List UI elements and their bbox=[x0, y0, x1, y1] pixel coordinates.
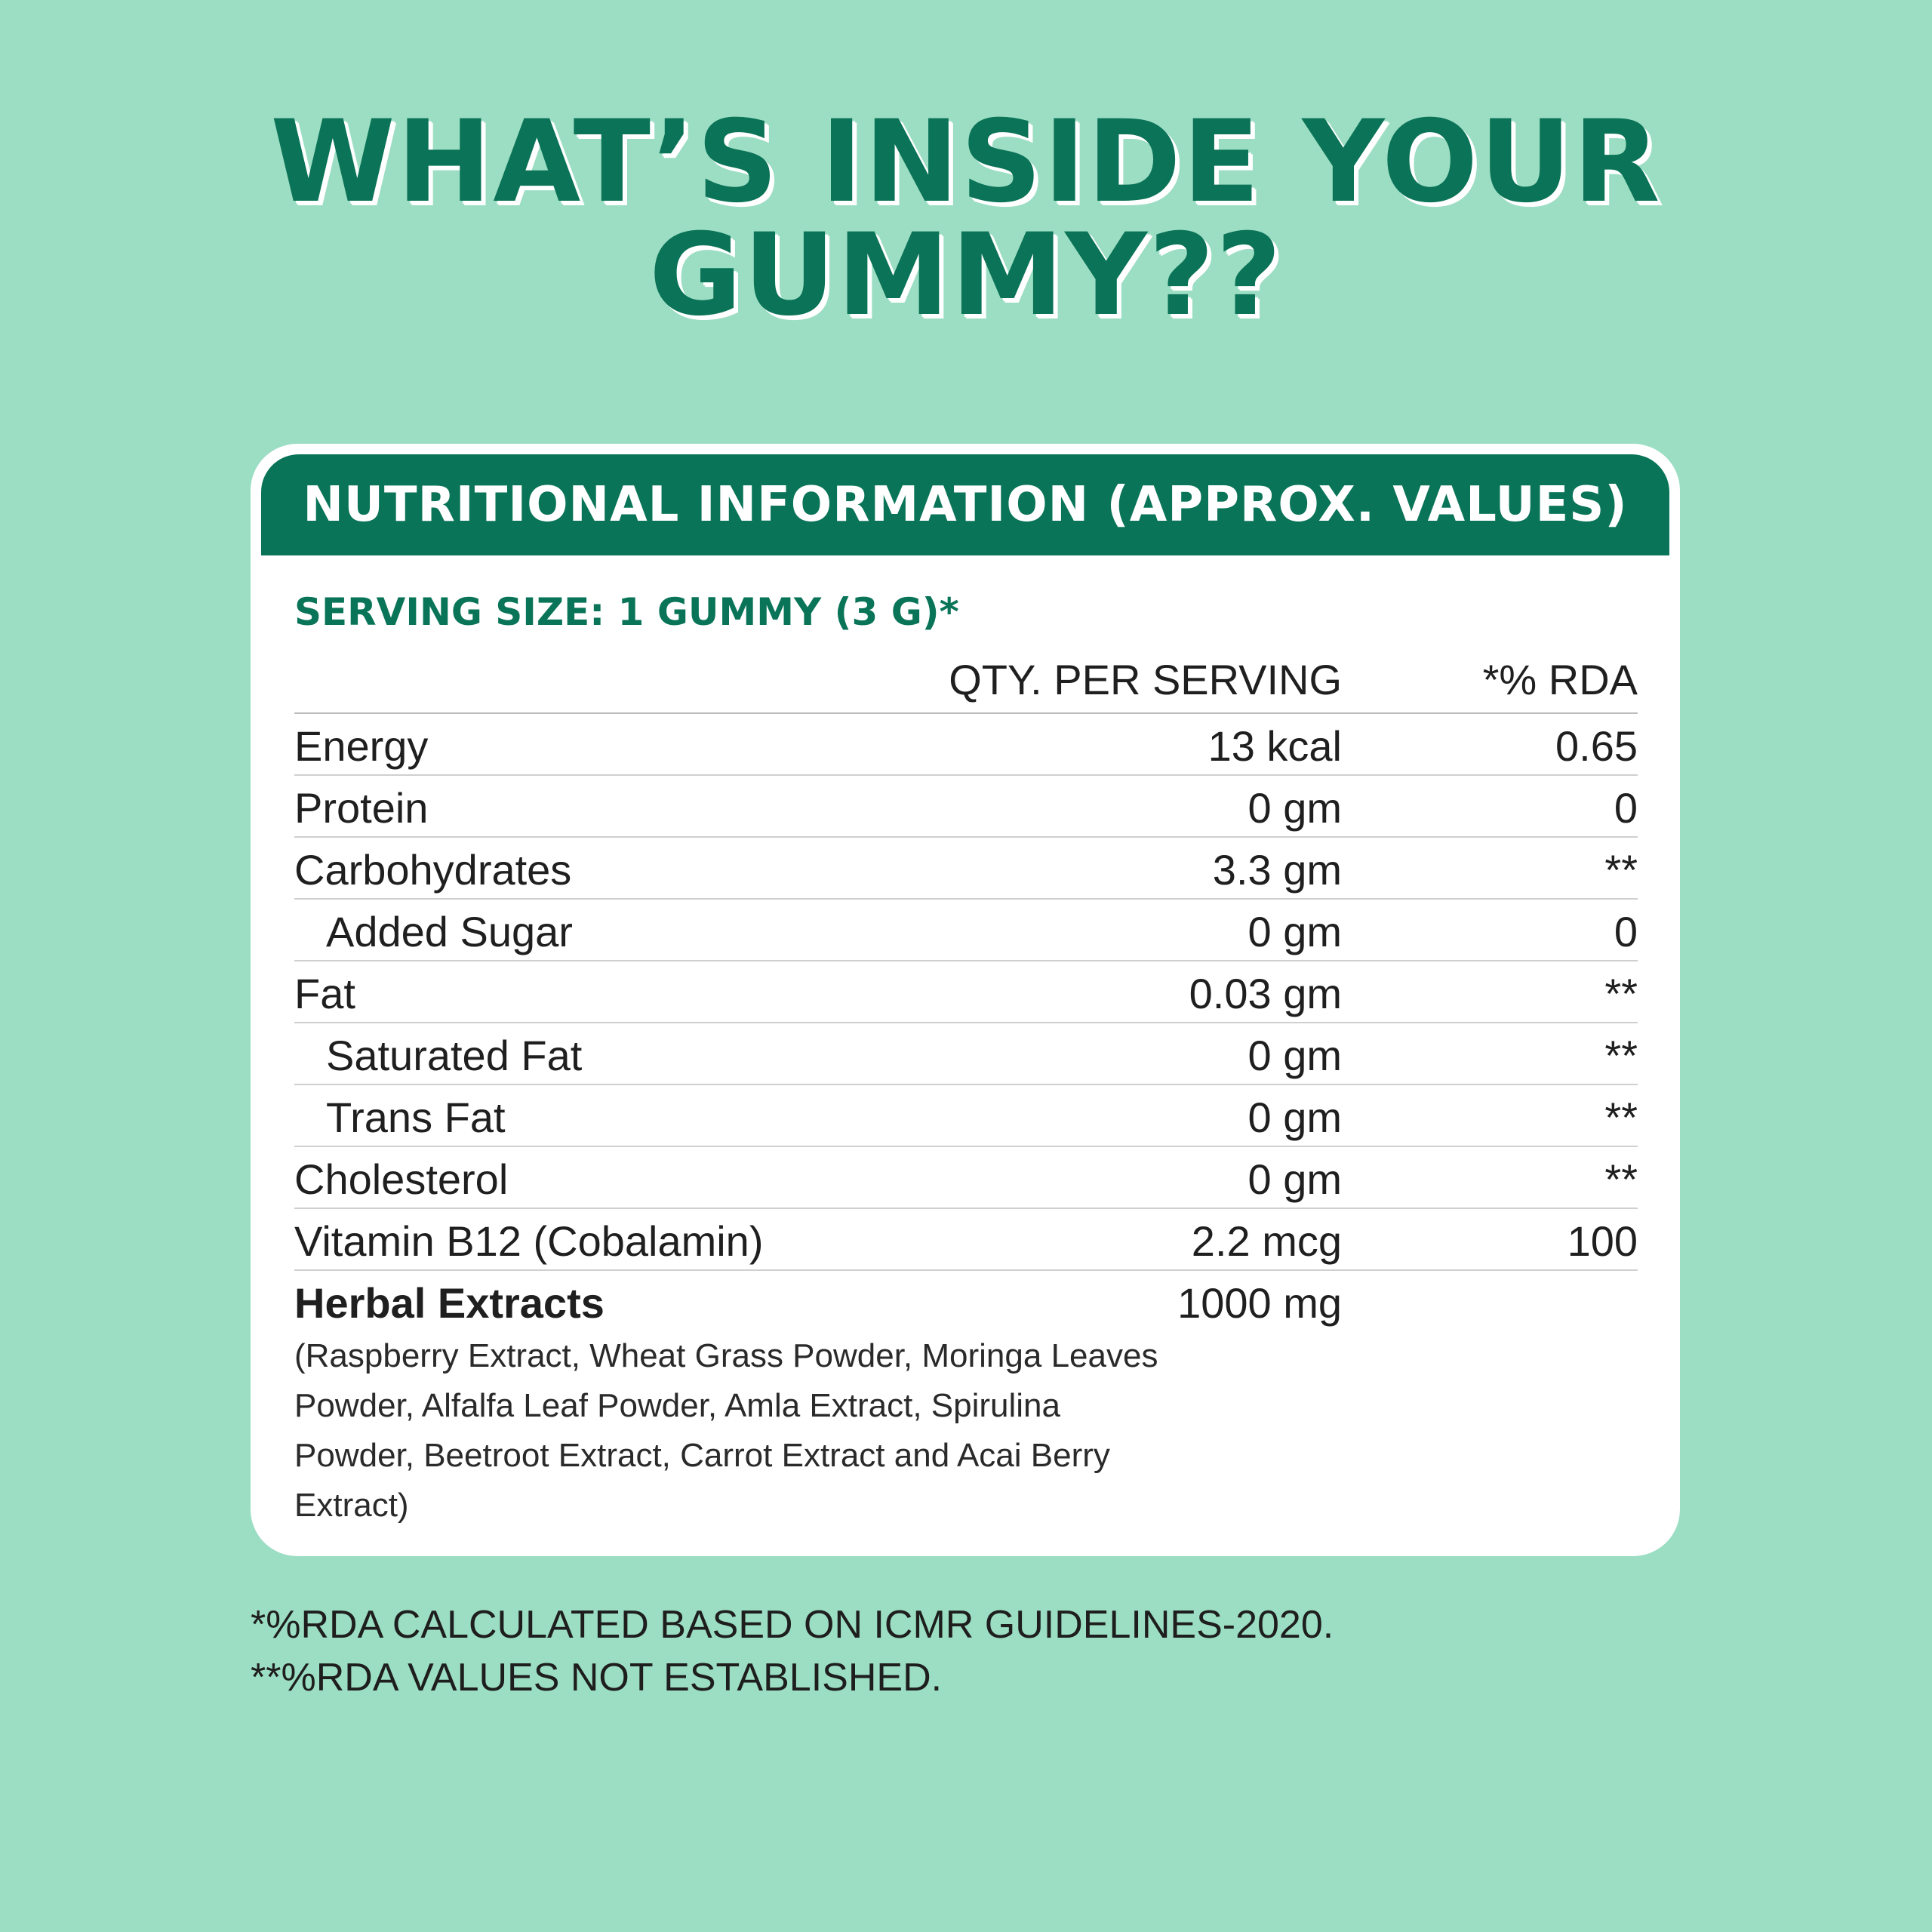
table-row bbox=[294, 1023, 1638, 1085]
nutrient-name: Protein bbox=[294, 784, 429, 832]
column-header-rda: *% RDA bbox=[1482, 656, 1638, 703]
nutrient-rda: 0.65 bbox=[1555, 722, 1638, 770]
table-row bbox=[294, 714, 1638, 776]
footnote-rda-not-established: **%RDA VALUES NOT ESTABLISHED. bbox=[251, 1656, 943, 1700]
nutrition-table bbox=[294, 655, 1638, 1331]
nutrient-qty: 1000 mg bbox=[1177, 1279, 1342, 1327]
nutrient-name: Carbohydrates bbox=[294, 846, 572, 894]
nutrient-rda: 0 bbox=[1614, 908, 1638, 955]
nutrient-rda: ** bbox=[1604, 1094, 1638, 1141]
serving-size: SERVING SIZE: 1 GUMMY (3 G)* bbox=[294, 590, 959, 634]
nutrient-qty: 3.3 gm bbox=[1212, 846, 1342, 894]
nutrient-name: Trans Fat bbox=[326, 1094, 506, 1141]
table-header-row bbox=[294, 655, 1638, 714]
table-row bbox=[294, 1209, 1638, 1271]
footnote-rda-basis: *%RDA CALCULATED BASED ON ICMR GUIDELINES-2020. bbox=[251, 1603, 1334, 1647]
nutrient-name: Cholesterol bbox=[294, 1155, 509, 1203]
nutrition-card-title: NUTRITIONAL INFORMATION (APPROX. VALUES) bbox=[261, 454, 1669, 555]
nutrient-qty: 0 gm bbox=[1247, 1094, 1342, 1141]
nutrient-name: Herbal Extracts bbox=[294, 1279, 605, 1327]
nutrient-name: Vitamin B12 (Cobalamin) bbox=[294, 1217, 764, 1265]
footnotes bbox=[251, 1598, 1334, 1704]
table-row bbox=[294, 838, 1638, 900]
nutrient-qty: 13 kcal bbox=[1208, 722, 1342, 770]
nutrient-qty: 0 gm bbox=[1247, 1032, 1342, 1079]
table-row bbox=[294, 776, 1638, 838]
table-row bbox=[294, 1271, 1638, 1331]
table-row bbox=[294, 1147, 1638, 1209]
nutrient-qty: 0.03 gm bbox=[1189, 970, 1342, 1017]
nutrient-rda: ** bbox=[1604, 1032, 1638, 1079]
table-row bbox=[294, 900, 1638, 961]
page-headline: WHAT’S INSIDE YOUR GUMMY?? bbox=[270, 97, 1662, 341]
nutrient-rda: 0 bbox=[1614, 784, 1638, 832]
nutrient-qty: 2.2 mcg bbox=[1191, 1217, 1342, 1265]
nutrient-name: Fat bbox=[294, 970, 355, 1017]
nutrient-rda: ** bbox=[1604, 846, 1638, 894]
nutrient-qty: 0 gm bbox=[1247, 784, 1342, 832]
nutrient-qty: 0 gm bbox=[1247, 1155, 1342, 1203]
table-row bbox=[294, 1085, 1638, 1147]
nutrient-rda: ** bbox=[1604, 1155, 1638, 1203]
nutrient-rda: 100 bbox=[1567, 1217, 1638, 1265]
nutrient-qty: 0 gm bbox=[1247, 908, 1342, 955]
herbal-extracts-description: (Raspberry Extract, Wheat Grass Powder, Moringa Leaves Powder, Alfalfa Leaf Powder, Amla Extract, Spirulina Powder, Beetroot Extract, Carrot Extract and Acai Berry Extract) bbox=[294, 1337, 1158, 1524]
nutrition-card bbox=[251, 444, 1680, 1556]
nutrient-rda: ** bbox=[1604, 970, 1638, 1017]
table-row bbox=[294, 961, 1638, 1023]
nutrient-name: Added Sugar bbox=[326, 908, 573, 955]
nutrient-name: Saturated Fat bbox=[326, 1032, 583, 1079]
column-header-qty: QTY. PER SERVING bbox=[949, 656, 1342, 703]
nutrient-name: Energy bbox=[294, 722, 429, 770]
